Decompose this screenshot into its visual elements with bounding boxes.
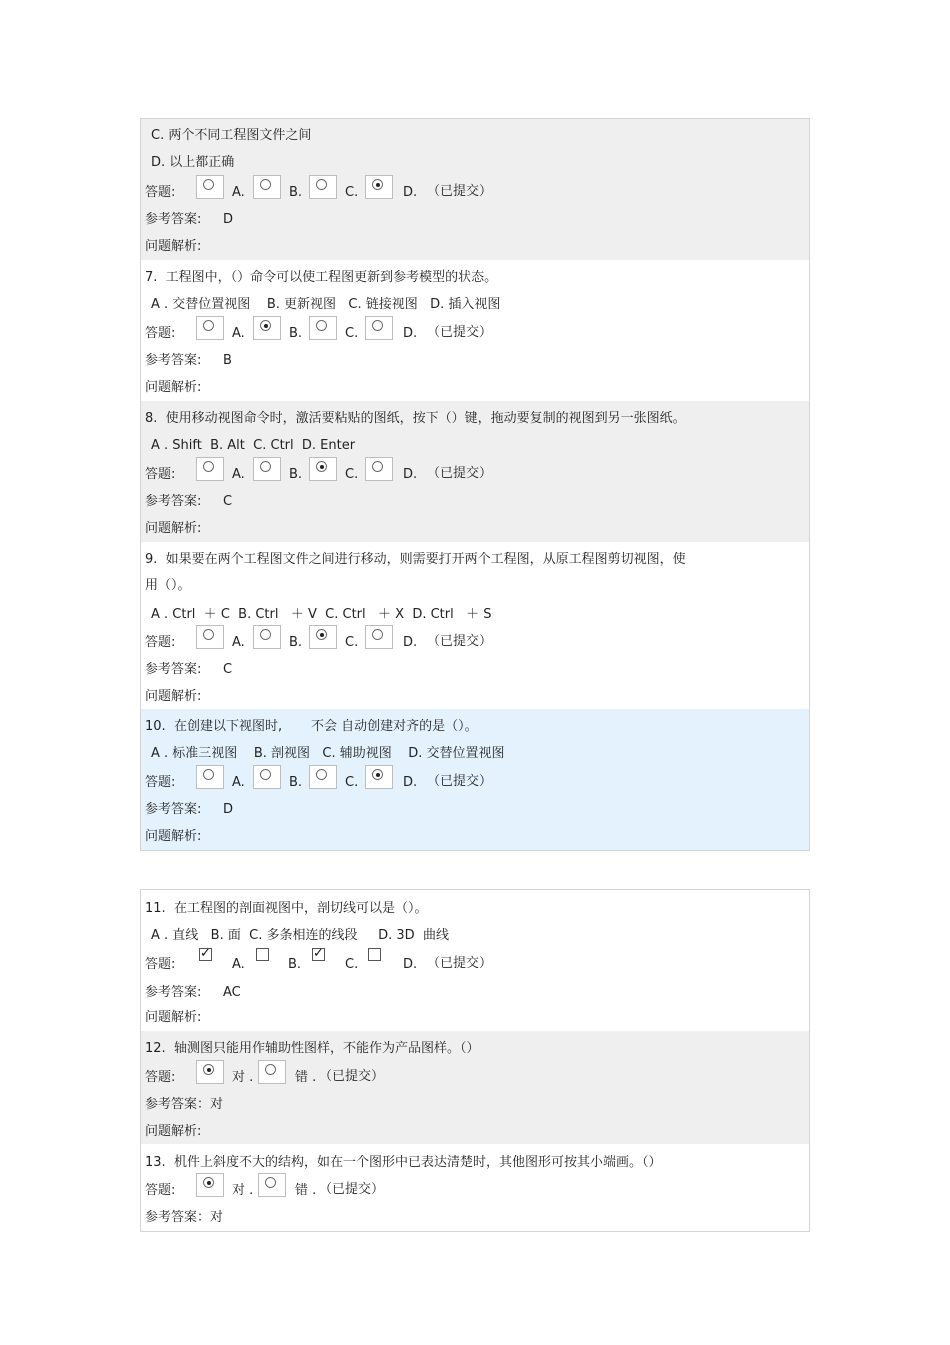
radio-c-selected[interactable]	[309, 625, 337, 649]
reference-label: 参考答案:	[145, 985, 202, 1000]
question-11	[141, 890, 809, 1031]
question-stem-line-2: 用（）。	[145, 578, 191, 593]
option-c-letter: C.	[345, 775, 359, 790]
checkbox-d[interactable]	[365, 946, 385, 966]
option-d-letter: D.	[403, 185, 418, 200]
question-stem: 12. 轴测图只能用作辅助性图样，不能作为产品图样。（）	[145, 1041, 480, 1056]
submitted-status: （已提交）	[427, 325, 493, 340]
question-options: A . Ctrl ＋ C B. Ctrl ＋ V C. Ctrl ＋ X D. Ctrl ＋ S	[151, 607, 492, 622]
option-c-letter: C.	[345, 957, 359, 972]
radio-c[interactable]	[309, 765, 337, 789]
checkbox-b[interactable]	[253, 946, 273, 966]
radio-a[interactable]	[196, 457, 224, 481]
answer-label: 答题:	[145, 1183, 176, 1198]
radio-true-selected[interactable]	[196, 1060, 224, 1084]
analysis-label: 问题解析:	[145, 239, 202, 254]
radio-b-selected[interactable]	[253, 316, 281, 340]
option-a-letter: A.	[232, 185, 245, 200]
question-panel-1	[140, 118, 810, 851]
answer-label: 答题:	[145, 185, 176, 200]
reference-line: 参考答案：对	[145, 1097, 224, 1112]
radio-d-selected[interactable]	[365, 175, 393, 199]
reference-answer: C	[223, 494, 233, 509]
analysis-label: 问题解析:	[145, 1010, 202, 1025]
question-7	[141, 260, 809, 401]
radio-b[interactable]	[253, 625, 281, 649]
option-c-letter: C.	[345, 635, 359, 650]
question-options: A . 标准三视图 B. 剖视图 C. 辅助视图 D. 交替位置视图	[151, 746, 505, 761]
submitted-status: （已提交）	[427, 184, 493, 199]
submitted-status: （已提交）	[319, 1069, 385, 1084]
submitted-status: （已提交）	[427, 634, 493, 649]
radio-false[interactable]	[258, 1060, 286, 1084]
reference-answer: B	[223, 353, 232, 368]
option-d-letter: D.	[403, 326, 418, 341]
question-6	[141, 119, 809, 260]
analysis-label: 问题解析:	[145, 521, 202, 536]
false-label: 错 .	[295, 1183, 317, 1198]
radio-d-selected[interactable]	[365, 765, 393, 789]
false-label: 错 .	[295, 1070, 317, 1085]
radio-c[interactable]	[309, 316, 337, 340]
checkbox-a-checked[interactable]: ✓	[200, 946, 211, 961]
reference-label: 参考答案:	[145, 802, 202, 817]
radio-a[interactable]	[196, 765, 224, 789]
question-8	[141, 401, 809, 542]
question-options: A . Shift B. Alt C. Ctrl D. Enter	[151, 438, 356, 453]
submitted-status: （已提交）	[427, 774, 493, 789]
option-d-letter: D.	[403, 957, 418, 972]
submitted-status: （已提交）	[427, 956, 493, 971]
reference-label: 参考答案:	[145, 662, 202, 677]
question-10	[141, 709, 809, 850]
option-b-letter: B.	[289, 635, 303, 650]
option-c-letter: C.	[345, 326, 359, 341]
radio-false[interactable]	[258, 1173, 286, 1197]
radio-c[interactable]	[309, 175, 337, 199]
question-12	[141, 1031, 809, 1144]
answer-label: 答题:	[145, 635, 176, 650]
radio-c-selected[interactable]	[309, 457, 337, 481]
question-13	[141, 1144, 809, 1231]
option-b-letter: B.	[289, 326, 303, 341]
reference-label: 参考答案:	[145, 494, 202, 509]
reference-line: 参考答案：对	[145, 1210, 224, 1225]
answer-label: 答题:	[145, 467, 176, 482]
radio-a[interactable]	[196, 175, 224, 199]
option-b-letter: B.	[289, 775, 303, 790]
reference-answer: C	[223, 662, 233, 677]
question-stem-line-1: 9. 如果要在两个工程图文件之间进行移动，则需要打开两个工程图，从原工程图剪切视图，使	[145, 552, 686, 567]
radio-a[interactable]	[196, 625, 224, 649]
option-a-letter: A.	[232, 326, 245, 341]
analysis-label: 问题解析:	[145, 689, 202, 704]
analysis-label: 问题解析:	[145, 380, 202, 395]
answer-label: 答题:	[145, 775, 176, 790]
option-c-letter: C.	[345, 467, 359, 482]
question-stem: 8. 使用移动视图命令时，激活要粘贴的图纸，按下（）键，拖动要复制的视图到另一张图纸。	[145, 411, 686, 426]
option-c-letter: C.	[345, 185, 359, 200]
option-a-letter: A.	[232, 467, 245, 482]
question-9	[141, 542, 809, 709]
option-c-text: C. 两个不同工程图文件之间	[151, 128, 312, 143]
true-label: 对 .	[232, 1183, 254, 1198]
analysis-label: 问题解析:	[145, 829, 202, 844]
reference-label: 参考答案:	[145, 353, 202, 368]
question-stem: 10. 在创建以下视图时, 不会 自动创建对齐的是（）。	[145, 719, 478, 734]
option-a-letter: A.	[232, 957, 245, 972]
reference-answer: D	[223, 802, 234, 817]
radio-b[interactable]	[253, 457, 281, 481]
option-b-letter: B.	[289, 185, 303, 200]
option-d-letter: D.	[403, 775, 418, 790]
checkbox-c-checked[interactable]: ✓	[313, 946, 324, 961]
question-stem: 13. 机件上斜度不大的结构，如在一个图形中已表达清楚时，其他图形可按其小端画。（）	[145, 1155, 662, 1170]
radio-d[interactable]	[365, 457, 393, 481]
option-b-letter: B.	[289, 467, 303, 482]
option-b-letter: B.	[288, 957, 302, 972]
option-d-letter: D.	[403, 635, 418, 650]
radio-b[interactable]	[253, 765, 281, 789]
answer-label: 答题:	[145, 957, 176, 972]
option-d-text: D. 以上都正确	[151, 155, 235, 170]
analysis-label: 问题解析:	[145, 1124, 202, 1139]
question-options: A . 直线 B. 面 C. 多条相连的线段 D. 3D 曲线	[151, 928, 449, 943]
reference-answer: D	[223, 212, 234, 227]
submitted-status: （已提交）	[427, 466, 493, 481]
radio-d[interactable]	[365, 625, 393, 649]
reference-label: 参考答案:	[145, 212, 202, 227]
question-panel-2	[140, 889, 810, 1232]
question-stem: 11. 在工程图的剖面视图中，剖切线可以是（）。	[145, 901, 428, 916]
true-label: 对 .	[232, 1070, 254, 1085]
radio-d[interactable]	[365, 316, 393, 340]
question-stem: 7. 工程图中，（）命令可以使工程图更新到参考模型的状态。	[145, 270, 498, 285]
answer-label: 答题:	[145, 1070, 176, 1085]
reference-answer: AC	[223, 985, 241, 1000]
radio-b[interactable]	[253, 175, 281, 199]
submitted-status: （已提交）	[319, 1182, 385, 1197]
option-a-letter: A.	[232, 635, 245, 650]
question-options: A . 交替位置视图 B. 更新视图 C. 链接视图 D. 插入视图	[151, 297, 501, 312]
radio-a[interactable]	[196, 316, 224, 340]
radio-true-selected[interactable]	[196, 1173, 224, 1197]
option-d-letter: D.	[403, 467, 418, 482]
answer-label: 答题:	[145, 326, 176, 341]
option-a-letter: A.	[232, 775, 245, 790]
